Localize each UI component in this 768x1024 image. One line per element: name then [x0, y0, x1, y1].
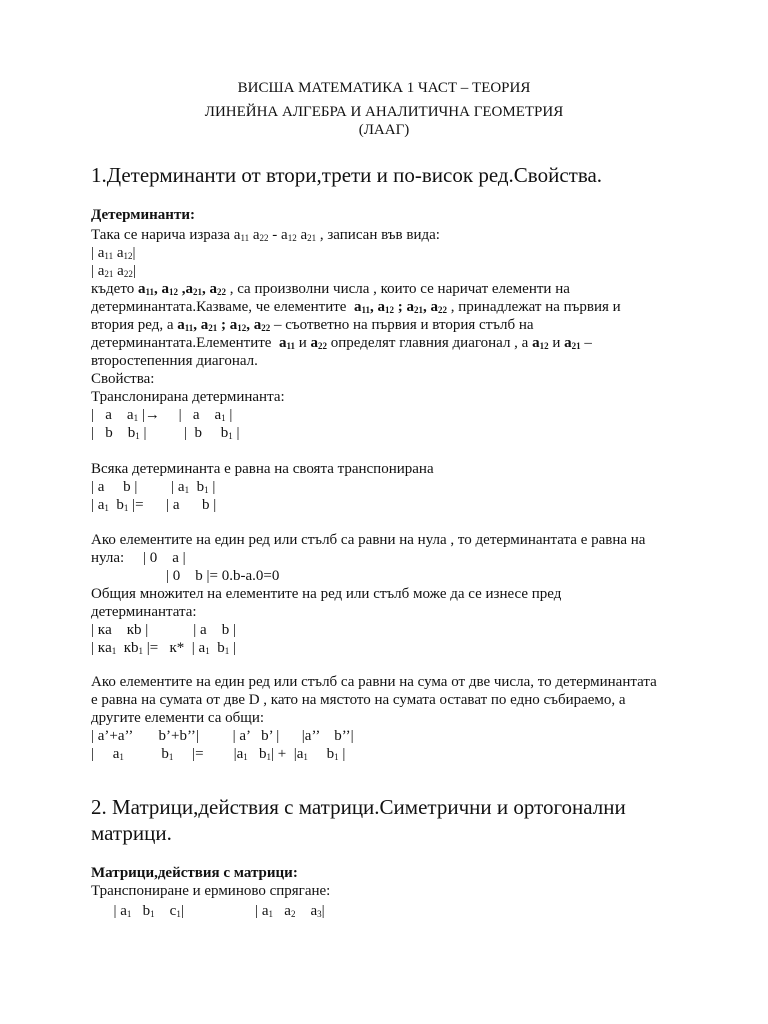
intro-line: Така се нарича израза $a_{11}$ $a_{22} - a_{12}$ $a_{21}$ , записан във вида:: [91, 227, 440, 243]
section2-subheading: Матрици,действия с матрици:: [91, 865, 298, 881]
section1-heading: 1.Детерминанти от втори,трети и по-висок ред.Свойства.: [91, 163, 603, 187]
sum-line-1: Ако елементите на един ред или стълб са равни на сума от две числа, то детерминантата: [91, 674, 657, 690]
transpose-label: Транспониране и ерминово спрягане:: [91, 883, 331, 899]
transposed-row-2: | b $b_1$ | | b $b_1$ |: [91, 425, 240, 441]
sum-line-3: другите елементи са общи:: [91, 710, 265, 726]
every-row-1: | a b | | $a_1$ $b_1$ |: [91, 479, 216, 495]
section2-heading: 2. Матрици,действия с матрици.Симетрични и ортогонални: [91, 795, 626, 819]
det-row-1: | $a_{11}$ $a_{12}|$: [91, 245, 136, 261]
where-line: където $a_{11}$, $a_{12}$ $,a_{21}$, $a_{22}$ , са произволни числа , които се наричат елементи на: [91, 281, 570, 297]
every-row-2: | $a_1$ $b_1$ |= | a b |: [91, 497, 217, 513]
line-5: второстепенния диагонал.: [91, 353, 258, 369]
sum-line-2: е равна на сумата от две D , като на мястото на сумата остават по едно събираемо, а: [91, 692, 626, 708]
line-2: детерминантата.Казваме, че елементите $a_{11}$, $a_{12}$ ; $a_{21}$, $a_{22}$ , принадлежат на първия и: [91, 299, 621, 315]
header-abbrev: (ЛААГ): [358, 122, 410, 138]
zero-line-3: | 0 b |= 0.b-a.0=0: [91, 568, 280, 584]
transposed-row-1: | a $a_1$ |→ | a $a_1$ |: [91, 407, 233, 423]
common-line-2: детерминантата:: [91, 604, 197, 620]
common-row-2: | $кa_1$ $кb_1$ |= к* | $a_1$ $b_1$ |: [91, 640, 236, 656]
zero-line-1: Ако елементите на един ред или стълб са равни на нула , то детерминантата е равна на: [91, 532, 646, 548]
sum-row-2: | $a_1$ $b_1$ |= $|a_1$ $b_1| + |a_1$ $b_1$ |: [91, 746, 346, 762]
header-subtitle: ЛИНЕЙНА АЛГЕБРА И АНАЛИТИЧНА ГЕОМЕТРИЯ: [204, 104, 564, 120]
det-row-2: | $a_{21}$ $a_{22}|$: [91, 263, 136, 279]
every-det-line: Всяка детерминанта е равна на своята транспонирана: [91, 461, 434, 477]
sum-row-1: | a’+a’’ b’+b’’| | a’ b’ | |a’’ b’’|: [91, 728, 354, 744]
transposed-label: Транслонирана детерминанта:: [91, 389, 285, 405]
common-row-1: | кa кb | | a b |: [91, 622, 236, 638]
zero-line-2: нула: | 0 a |: [91, 550, 186, 566]
matrix-row: | $a_1$ $b_1$ $c_1|$ | $a_1$ $a_2$ $a_3|$: [91, 903, 325, 919]
line-4: детерминантата.Елементите $a_{11}$ и $a_{22}$ определят главния диагонал , а $a_{12}$ и $a_{21}$ –: [91, 335, 592, 351]
arrow-right-icon: →: [144, 407, 160, 423]
common-line-1: Общия множител на елементите на ред или стълб може да се изнесе пред: [91, 586, 562, 602]
section1-subheading: Детерминанти:: [91, 207, 195, 223]
section2-heading-cont: матрици.: [91, 821, 172, 845]
line-3: втория ред, а $a_{11}$, $a_{21}$ ; $a_{12}$, $a_{22}$ – съответно на първия и втория стълб на: [91, 317, 534, 333]
header-title: ВИСША МАТЕМАТИКА 1 ЧАСТ – ТЕОРИЯ: [237, 80, 531, 96]
properties-label: Свойства:: [91, 371, 155, 387]
